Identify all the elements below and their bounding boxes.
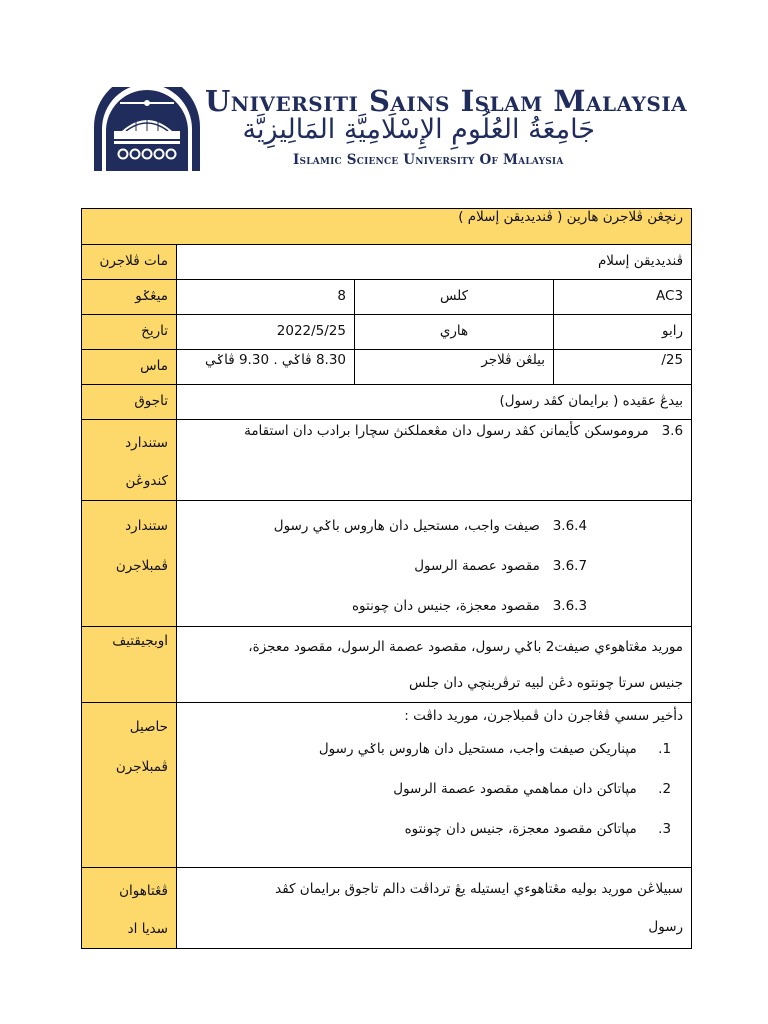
prior-knowledge-label: ڤڠتاهوان سديا اد (82, 868, 177, 949)
subject-label: مات ڤلاجرن (82, 245, 177, 280)
lesson-plan-table (81, 208, 692, 949)
subject-value: ڤنديديقن إسلام (177, 245, 692, 280)
learning-standard-label: ستندارد ڤمبلاجرن (82, 501, 177, 627)
outcome-intro: دأخير سسي ڤڠاجرن دان ڤمبلاجرن، موريد داڤت : (404, 708, 684, 724)
list-item: 3. مڽاتاكن مقصود معجزة، جنيس دان چونتوه (404, 821, 672, 837)
university-crest-icon (92, 87, 202, 171)
objective-row (82, 627, 692, 703)
students-value: /25 (554, 350, 692, 385)
list-item: 3.6.7 مقصود عصمة الرسول (414, 558, 588, 574)
objective-label: اوبجيقتيف (82, 627, 177, 703)
time-value: 8.30 ڤاݢي . 9.30 ڤاݢي (177, 350, 355, 385)
outcome-label: حاصيل ڤمبلاجرن (82, 703, 177, 868)
students-label: بيلڠن ڤلاجر (355, 350, 554, 385)
outcome-row (82, 703, 692, 868)
week-value: 8 (177, 280, 355, 315)
class-label: كلس (355, 280, 554, 315)
learning-standard-list (177, 501, 692, 627)
list-item: 3.6.3 مقصود معجزة، جنيس دان چونتوه (351, 598, 588, 614)
plan-title: رنچڠن ڤلاجرن هارين ( ڤنديديقن إسلام ) (82, 209, 692, 245)
content-standard-number: 3.6 (661, 423, 684, 439)
content-standard-label: ستندارد كندوڠن (82, 420, 177, 501)
time-row (82, 350, 692, 385)
list-item: 1. مڽناريكن صيفت واجب، مستحيل دان هاروس باݢي رسول (318, 741, 672, 757)
content-standard-value (177, 420, 692, 501)
objective-value: موريد مڠتاهوءي صيفت2 باݢي رسول، مقصود عصمة الرسول، مقصود معجزة، جنيس سرتا چونتوه دڠن لبيه ترڤرينچي دان جلس (177, 627, 692, 703)
topic-value: بيدڠ عقيده ( برايمان كڤد رسول) (177, 385, 692, 420)
day-label: هاري (355, 315, 554, 350)
prior-knowledge-row (82, 868, 692, 949)
learning-standard-row (82, 501, 692, 627)
time-label: ماس (82, 350, 177, 385)
university-name-arabic: جَامِعَةُ العُلُومِ الإِسْلَامِيَّةِ المَالِيزِيَّة (242, 114, 595, 145)
content-standard-row (82, 420, 692, 501)
subject-row (82, 245, 692, 280)
university-subtitle: Islamic Science University Of Malaysia (293, 152, 564, 168)
prior-knowledge-value: سبيلاڠن موريد بوليه مڠتاهوءي ايستيله يڠ ترداڤت دالم تاجوق برايمان كڤد رسول (177, 868, 692, 949)
page-header (0, 0, 768, 200)
topic-label: تاجوق (82, 385, 177, 420)
week-row (82, 280, 692, 315)
week-label: ميڠݢو (82, 280, 177, 315)
topic-row (82, 385, 692, 420)
university-name-english: Universiti Sains Islam Malaysia (205, 84, 688, 118)
date-row (82, 315, 692, 350)
content-standard-text: مروموسكن كأيمانن كڤد رسول دان مڠعملكنڽ سچارا برادب دان استقامة (244, 423, 649, 439)
list-item: 2. مڽاتاكن دان مماهمي مقصود عصمة الرسول (393, 781, 672, 797)
outcome-value (177, 703, 692, 868)
day-value: رابو (554, 315, 692, 350)
date-label: تاريخ (82, 315, 177, 350)
title-row (82, 209, 692, 245)
list-item: 3.6.4 صيفت واجب، مستحيل دان هاروس باݢي رسول (273, 518, 588, 534)
class-value: AC3 (554, 280, 692, 315)
date-value: 2022/5/25 (177, 315, 355, 350)
